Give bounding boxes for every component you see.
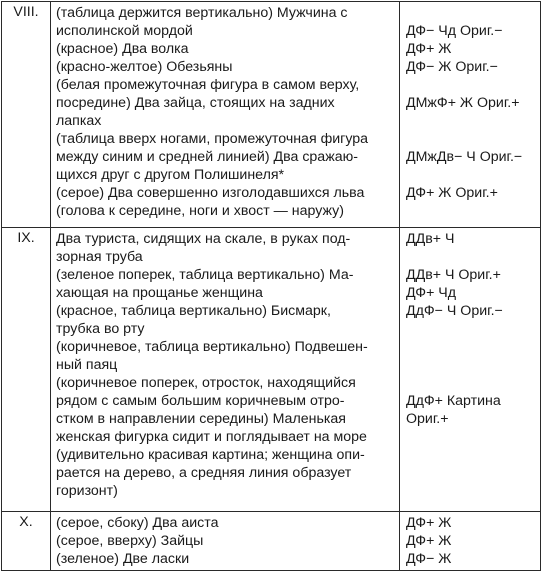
table-row-ix [2, 228, 541, 511]
description-line: (серое, вверху) Зайцы [56, 532, 204, 549]
response-description [51, 2, 400, 228]
description-line: (красное) Два волка [56, 41, 189, 57]
code-line: ДМжФ+ Ж Ориг.+ [406, 95, 520, 111]
code-line: ДДв+ Ч [406, 231, 455, 248]
code-line [406, 356, 540, 374]
description-line: (коричневое поперек, отросток, находящийся [56, 375, 356, 392]
description-line: (красно-желтое) Обезьяны [56, 59, 233, 75]
description-line: (удивительно красивая картина; женщина опи- [56, 447, 365, 464]
description-line: посредине) Два зайца, стоящих на задних [56, 95, 335, 111]
description-line: зорная труба [56, 249, 143, 266]
code-line [406, 76, 540, 94]
code-line [406, 374, 540, 392]
code-line [406, 202, 540, 220]
description-line: (коричневое, таблица вертикально) Подвешен- [56, 339, 368, 356]
description-line: горизонт) [56, 483, 118, 500]
description-line: рядом с самым большим коричневым отро- [56, 393, 345, 410]
code-line [406, 428, 540, 446]
response-description [51, 228, 400, 511]
response-description [51, 511, 400, 570]
code-line: ДФ− Чд Ориг.− [406, 23, 503, 39]
card-number: VIII. [2, 2, 51, 228]
code-line [406, 4, 540, 22]
code-line: ДдФ− Ч Ориг.− [406, 303, 503, 320]
code-line [406, 112, 540, 130]
description-line: трубка во рту [56, 321, 145, 338]
scoring-code [400, 2, 541, 228]
code-line: ДФ+ Ж [406, 41, 452, 57]
code-line: ДМжДв− Ч Ориг.− [406, 149, 523, 165]
code-line [406, 338, 540, 356]
description-line: (белая промежуточная фигура в самом верху, [56, 77, 360, 93]
scoring-code [400, 511, 541, 570]
code-line: ДдФ+ Картина [406, 393, 501, 410]
description-line: ный паяц [56, 357, 118, 374]
description-line: стком в направлении середины) Маленькая [56, 411, 346, 428]
code-line: Ориг.+ [406, 411, 449, 428]
code-line: ДФ+ Ж [406, 514, 452, 531]
description-line: (голова к середине, ноги и хвост — наружу) [56, 203, 344, 219]
scoring-code [400, 228, 541, 511]
card-number: X. [2, 511, 51, 570]
description-line: (таблица вверх ногами, промежуточная фигура [56, 131, 369, 147]
description-line: (зеленое поперек, таблица вертикально) Ма- [56, 267, 354, 284]
description-line: хающая на прощанье женщина [56, 285, 263, 302]
code-line [406, 482, 540, 500]
description-line: лапках [56, 113, 102, 129]
description-line: между синим и средней линией) Два сражаю- [56, 149, 358, 165]
description-line: рается на дерево, а средняя линия образует [56, 465, 352, 482]
code-line: ДФ− Ж [406, 550, 452, 567]
code-line: ДФ+ Ж [406, 532, 452, 549]
card-number: IX. [2, 228, 51, 511]
description-line: щихся друг с другом Полишинеля* [56, 167, 285, 183]
description-line: (серое, сбоку) Два аиста [56, 514, 219, 531]
table-row-x [2, 511, 541, 570]
table-row-viii [2, 2, 541, 228]
code-line [406, 446, 540, 464]
code-line: ДФ− Ж Ориг.− [406, 59, 498, 75]
description-line: (красное, таблица вертикально) Бисмарк, [56, 303, 331, 320]
description-line: Два туриста, сидящих на скале, в руках под- [56, 231, 351, 248]
code-line: ДФ+ Чд [406, 285, 457, 302]
rorschach-table [1, 1, 541, 571]
code-line [406, 320, 540, 338]
description-line: (зеленое) Две ласки [56, 550, 190, 567]
description-line: (таблица держится вертикально) Мужчина с [56, 5, 348, 21]
code-line: ДДв+ Ч Ориг.+ [406, 267, 501, 284]
description-line: (серое) Два совершенно изголодавшихся льва [56, 185, 365, 201]
description-line: исполинской мордой [56, 23, 193, 39]
code-line [406, 166, 540, 184]
code-line [406, 248, 540, 266]
code-line: ДФ+ Ж Ориг.+ [406, 185, 498, 201]
code-line [406, 130, 540, 148]
description-line: женская фигурка сидит и поглядывает на море [56, 429, 367, 446]
code-line [406, 464, 540, 482]
